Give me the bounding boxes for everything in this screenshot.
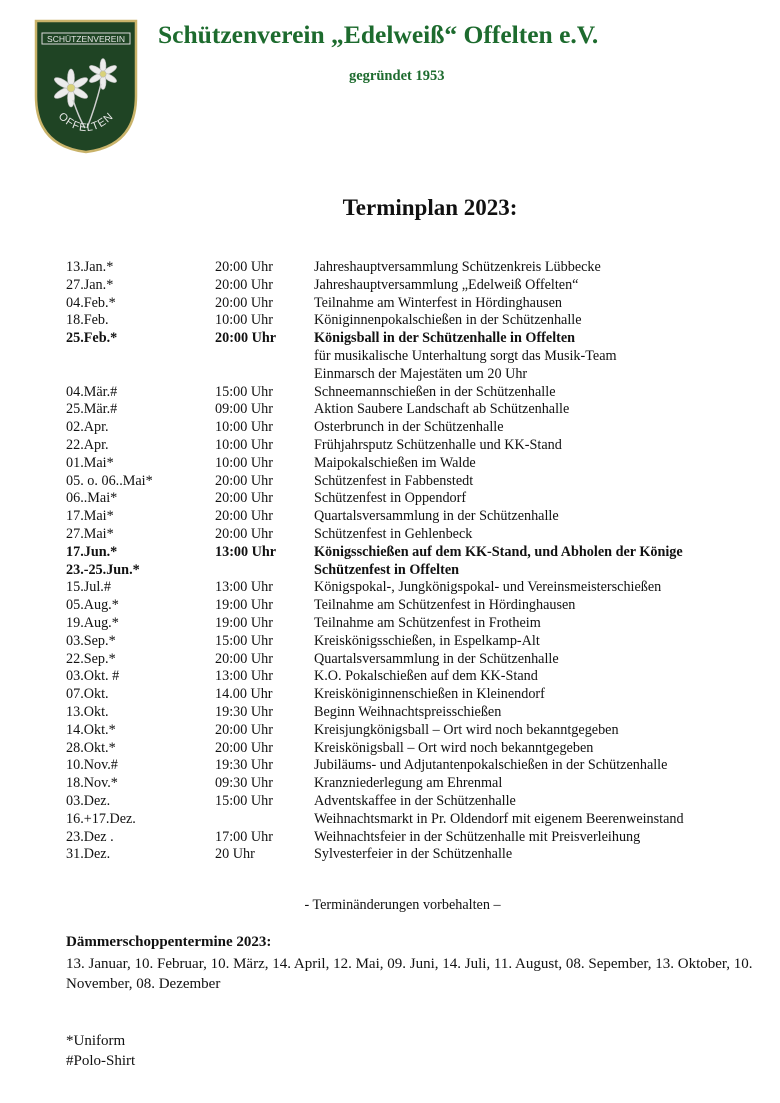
- legend-polo-shirt: #Polo-Shirt: [66, 1053, 136, 1069]
- schedule-event: Weihnachtsfeier in der Schützenhalle mit Preisverleihung: [314, 828, 641, 845]
- page-title: Terminplan 2023:: [342, 195, 518, 220]
- schedule-row: [66, 259, 766, 277]
- schedule-date: 13.Jan.*: [66, 259, 114, 275]
- schedule-time: 15:00 Uhr: [215, 383, 273, 400]
- schedule-time: 20:00 Uhr: [215, 490, 273, 507]
- schedule-row: [66, 562, 766, 580]
- schedule-row: [66, 633, 766, 651]
- schedule-row: [66, 348, 766, 366]
- schedule-date: 01.Mai*: [66, 454, 114, 471]
- schedule-row: [66, 793, 766, 811]
- schedule-date: 27.Mai*: [66, 525, 114, 542]
- schedule-row: [66, 615, 766, 633]
- schedule-time: 17:00 Uhr: [215, 828, 273, 845]
- schedule-row: [66, 295, 766, 313]
- schedule-date: 22.Apr.: [66, 436, 109, 453]
- schedule-time: 20:00 Uhr: [215, 472, 273, 489]
- schedule-event: Sylvesterfeier in der Schützenhalle: [314, 846, 513, 863]
- schedule-time: 19:30 Uhr: [215, 703, 273, 720]
- schedule-date: 17.Jun.*: [66, 543, 118, 560]
- schedule-time: 20:00 Uhr: [215, 294, 273, 311]
- schedule-event: Aktion Saubere Landschaft ab Schützenhalle: [314, 401, 570, 418]
- schedule-row: [66, 544, 766, 562]
- legend-uniform: *Uniform: [66, 1033, 126, 1049]
- schedule-time: 20:00 Uhr: [215, 330, 277, 347]
- schedule-event: Teilnahme am Schützenfest in Hördinghausen: [314, 597, 576, 614]
- schedule-time: 20:00 Uhr: [215, 721, 273, 738]
- schedule-date: 16.+17.Dez.: [66, 810, 136, 827]
- schedule-event: Jahreshauptversammlung Schützenkreis Lübbecke: [314, 259, 601, 275]
- schedule-event: Quartalsversammlung in der Schützenhalle: [314, 650, 559, 667]
- schedule-row: [66, 526, 766, 544]
- schedule-time: 19:00 Uhr: [215, 614, 273, 631]
- schedule-time: 20:00 Uhr: [215, 650, 273, 667]
- schedule-time: 19:00 Uhr: [215, 597, 273, 614]
- schedule-row: [66, 579, 766, 597]
- schedule-event: Schützenfest in Gehlenbeck: [314, 525, 473, 542]
- schedule-row: [66, 330, 766, 348]
- schedule-time: 15:00 Uhr: [215, 792, 273, 809]
- schedule-time: 20:00 Uhr: [215, 739, 273, 756]
- club-logo: [33, 18, 139, 155]
- schedule-time: 20:00 Uhr: [215, 276, 273, 293]
- schedule-time: 19:30 Uhr: [215, 757, 273, 774]
- schedule-event: Beginn Weihnachtspreisschießen: [314, 703, 502, 720]
- schedule-row: [66, 401, 766, 419]
- schedule-date: 14.Okt.*: [66, 721, 116, 738]
- schedule-row: [66, 811, 766, 829]
- schedule-row: [66, 508, 766, 526]
- schedule-date: 18.Feb.: [66, 312, 109, 329]
- schedule-date: 19.Aug.*: [66, 614, 119, 631]
- schedule-event: Frühjahrsputz Schützenhalle und KK-Stand: [314, 436, 562, 453]
- schedule-row: [66, 846, 766, 864]
- schedule-time: 13:00 Uhr: [215, 543, 277, 560]
- daemmerschoppen-heading: Dämmerschoppentermine 2023:: [66, 934, 272, 950]
- schedule-event: Kranzniederlegung am Ehrenmal: [314, 775, 503, 792]
- schedule-date: 07.Okt.: [66, 686, 109, 703]
- schedule-time: 10:00 Uhr: [215, 312, 273, 329]
- schedule-row: [66, 668, 766, 686]
- schedule-event: für musikalische Unterhaltung sorgt das Musik-Team: [314, 347, 617, 364]
- schedule-time: 13:00 Uhr: [215, 579, 273, 596]
- schedule-time: 10:00 Uhr: [215, 454, 273, 471]
- schedule-event: Königsball in der Schützenhalle in Offelten: [314, 330, 576, 347]
- schedule-event: Kreisjungkönigsball – Ort wird noch bekanntgegeben: [314, 721, 619, 738]
- schedule-date: 25.Feb.*: [66, 330, 118, 347]
- schedule-event: Kreiskönigsschießen, in Espelkamp-Alt: [314, 632, 540, 649]
- schedule-date: 02.Apr.: [66, 419, 109, 436]
- schedule-date: 10.Nov.#: [66, 757, 118, 774]
- schedule-time: 10:00 Uhr: [215, 419, 273, 436]
- club-name: Schützenverein „Edelweiß“ Offelten e.V.: [158, 20, 599, 49]
- schedule-date: 03.Sep.*: [66, 632, 116, 649]
- schedule-event: Einmarsch der Majestäten um 20 Uhr: [314, 365, 528, 382]
- schedule-row: [66, 829, 766, 847]
- schedule-event: Teilnahme am Schützenfest in Frotheim: [314, 614, 541, 631]
- schedule-row: [66, 384, 766, 402]
- schedule-row: [66, 437, 766, 455]
- schedule-event: Kreiskönigsball – Ort wird noch bekanntgegeben: [314, 739, 594, 756]
- schedule-date: 23.-25.Jun.*: [66, 561, 140, 578]
- schedule-row: [66, 455, 766, 473]
- founded-year: gegründet 1953: [349, 68, 445, 84]
- schedule-event: Jahreshauptversammlung „Edelweiß Offelten“: [314, 276, 579, 293]
- schedule-event: Schützenfest in Offelten: [314, 561, 460, 578]
- schedule-event: Königinnenpokalschießen in der Schützenhalle: [314, 312, 582, 329]
- schedule-row: [66, 757, 766, 775]
- schedule-date: 25.Mär.#: [66, 401, 118, 418]
- schedule-date: 18.Nov.*: [66, 775, 118, 792]
- schedule-event: Schützenfest in Oppendorf: [314, 490, 467, 507]
- schedule-date: 22.Sep.*: [66, 650, 116, 667]
- schedule-time: 20:00 Uhr: [215, 525, 273, 542]
- schedule-row: [66, 490, 766, 508]
- schedule-date: 03.Dez.: [66, 792, 111, 809]
- schedule-date: 17.Mai*: [66, 508, 114, 525]
- schedule-date: 03.Okt. #: [66, 668, 120, 685]
- schedule-date: 28.Okt.*: [66, 739, 116, 756]
- schedule-event: Teilnahme am Winterfest in Hördinghausen: [314, 294, 562, 311]
- legend: [66, 1031, 135, 1071]
- schedule-event: Weihnachtsmarkt in Pr. Oldendorf mit eigenem Beerenweinstand: [314, 810, 684, 827]
- schedule-date: 13.Okt.: [66, 703, 109, 720]
- schedule-row: [66, 366, 766, 384]
- schedule-row: [66, 722, 766, 740]
- schedule-time: 20:00 Uhr: [215, 259, 273, 275]
- schedule-date: 04.Mär.#: [66, 383, 118, 400]
- schedule-row: [66, 775, 766, 793]
- schedule-time: 15:00 Uhr: [215, 632, 273, 649]
- schedule-event: K.O. Pokalschießen auf dem KK-Stand: [314, 668, 538, 685]
- change-notice: - Terminänderungen vorbehalten –: [304, 897, 501, 913]
- schedule-event: Quartalsversammlung in der Schützenhalle: [314, 508, 559, 525]
- schedule-event: Jubiläums- und Adjutantenpokalschießen in der Schützenhalle: [314, 757, 668, 774]
- schedule-date: 05.Aug.*: [66, 597, 119, 614]
- schedule-date: 23.Dez .: [66, 828, 114, 845]
- schedule-row: [66, 704, 766, 722]
- daemmerschoppen-dates: 13. Januar, 10. Februar, 10. März, 14. April, 12. Mai, 09. Juni, 14. Juli, 11. August, 08. Sepember, 13. Oktober, 10. November, 08. Dezember: [66, 956, 753, 992]
- logo-text-bottom: OFFELTEN: [55, 110, 117, 135]
- schedule-time: 09:30 Uhr: [215, 775, 273, 792]
- schedule-time: 09:00 Uhr: [215, 401, 273, 418]
- schedule-row: [66, 740, 766, 758]
- schedule-event: Osterbrunch in der Schützenhalle: [314, 419, 504, 436]
- schedule-date: 31.Dez.: [66, 846, 111, 863]
- schedule-row: [66, 277, 766, 295]
- schedule-date: 27.Jan.*: [66, 276, 114, 293]
- schedule-time: 20:00 Uhr: [215, 508, 273, 525]
- schedule-row: [66, 312, 766, 330]
- schedule-time: 13:00 Uhr: [215, 668, 273, 685]
- schedule-row: [66, 686, 766, 704]
- schedule-time: 10:00 Uhr: [215, 436, 273, 453]
- schedule-row: [66, 473, 766, 491]
- schedule-event: Schneemannschießen in der Schützenhalle: [314, 383, 556, 400]
- schedule-event: Königsschießen auf dem KK-Stand, und Abholen der Könige: [314, 543, 683, 560]
- schedule-row: [66, 419, 766, 437]
- schedule-date: 04.Feb.*: [66, 294, 116, 311]
- schedule-event: Schützenfest in Fabbenstedt: [314, 472, 474, 489]
- schedule-date: 15.Jul.#: [66, 579, 111, 596]
- schedule-event: Kreisköniginnenschießen in Kleinendorf: [314, 686, 545, 703]
- schedule-row: [66, 651, 766, 669]
- schedule-event: Adventskaffee in der Schützenhalle: [314, 792, 516, 809]
- schedule-time: 14.00 Uhr: [215, 686, 273, 703]
- schedule-table: [66, 259, 766, 864]
- logo-text-top: SCHÜTZENVEREIN: [47, 34, 125, 44]
- schedule-event: Königspokal-, Jungkönigspokal- und Vereinsmeisterschießen: [314, 579, 662, 596]
- schedule-event: Maipokalschießen im Walde: [314, 454, 476, 471]
- schedule-date: 05. o. 06..Mai*: [66, 472, 153, 489]
- schedule-row: [66, 597, 766, 615]
- schedule-time: 20 Uhr: [215, 846, 255, 863]
- schedule-date: 06..Mai*: [66, 490, 118, 507]
